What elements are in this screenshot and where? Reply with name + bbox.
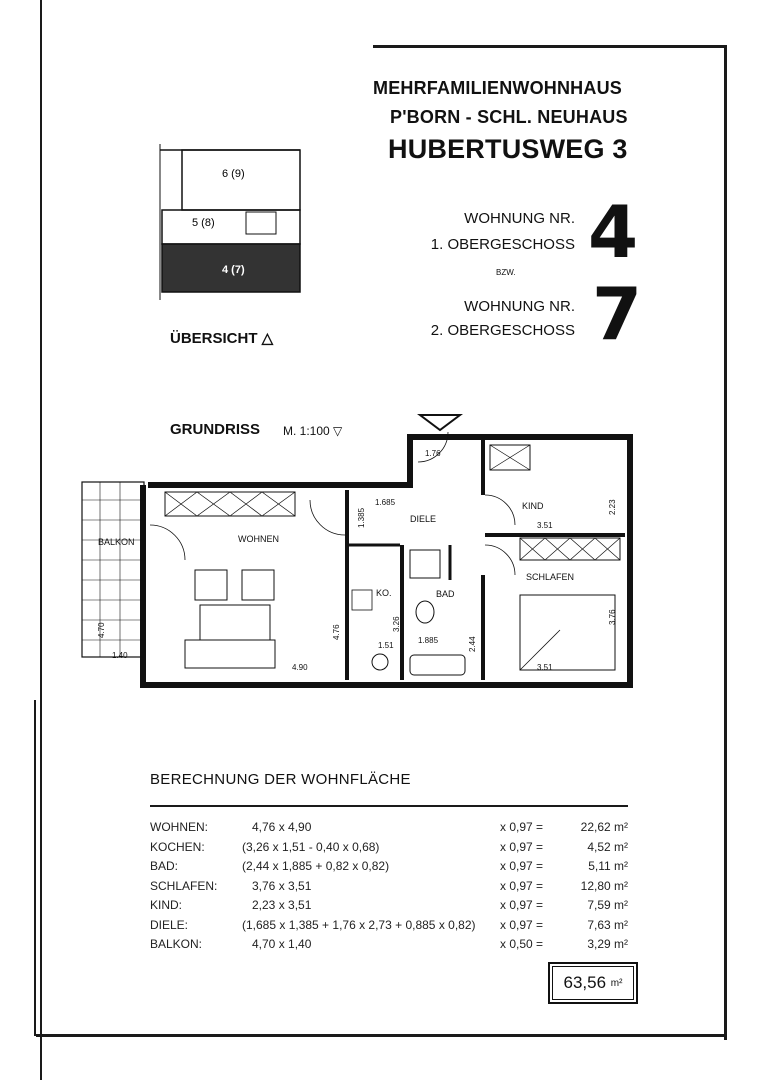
calc-factor: x 0,50 = — [500, 937, 544, 951]
calculation-title: BERECHNUNG DER WOHNFLÄCHE — [150, 771, 411, 788]
calculation-divider — [150, 805, 628, 807]
floorplan-title: GRUNDRISS — [170, 421, 261, 438]
room-label-kind: KIND — [522, 501, 544, 511]
balcony — [82, 482, 144, 657]
calc-formula: (3,26 x 1,51 - 0,40 x 0,68) — [242, 839, 380, 854]
apartment-label-1: WOHNUNG NR. — [464, 210, 575, 227]
calc-area: 5,11 m² — [588, 859, 628, 873]
total-area-box — [548, 962, 638, 1004]
calc-area: 12,80 m² — [580, 878, 628, 893]
overview-unit-middle: 5 (8) — [192, 217, 215, 229]
apartment-number-2: 7 — [592, 272, 643, 356]
building-type: MEHRFAMILIENWOHNHAUS — [373, 78, 622, 98]
dim-diele-height: 1.385 — [357, 507, 366, 528]
calc-factor: x 0,97 = — [500, 820, 544, 834]
dim-kochen-width: 1.51 — [378, 641, 394, 650]
calc-room: KIND: — [150, 898, 183, 912]
calc-formula: (2,44 x 1,885 + 0,82 x 0,82) — [242, 859, 390, 873]
overview-title: ÜBERSICHT △ — [170, 330, 274, 347]
dim-kochen-height: 3.26 — [392, 616, 401, 632]
calc-formula: 2,23 x 3,51 — [252, 898, 312, 912]
apartment-floor-1: 1. OBERGESCHOSS — [430, 236, 575, 253]
bathtub — [410, 655, 465, 675]
calc-formula: 3,76 x 3,51 — [252, 878, 312, 893]
room-label-kochen: KO. — [376, 588, 392, 598]
calc-room: WOHNEN: — [150, 820, 208, 834]
location: P'BORN - SCHL. NEUHAUS — [390, 107, 628, 127]
dim-wohnen-height: 4.76 — [332, 624, 341, 640]
calc-factor: x 0,97 = — [500, 859, 544, 873]
room-label-schlafen: SCHLAFEN — [526, 572, 575, 582]
entry-marker — [420, 415, 460, 430]
apartment-number-1: 4 — [588, 190, 639, 274]
calc-area: 3,29 m² — [587, 937, 628, 951]
calc-area: 4,52 m² — [587, 839, 628, 854]
calc-room: KOCHEN: — [150, 839, 205, 854]
dim-balkon-height: 4.70 — [97, 622, 106, 638]
calc-formula: 4,76 x 4,90 — [252, 820, 312, 834]
calc-room: DIELE: — [150, 917, 189, 932]
bed — [520, 595, 615, 670]
total-area: 63,56 — [563, 973, 607, 992]
street-address: HUBERTUSWEG 3 — [388, 134, 628, 164]
calc-room: SCHLAFEN: — [150, 878, 218, 893]
dim-balkon-width: 1.40 — [112, 651, 128, 660]
room-label-bad: BAD — [436, 589, 455, 599]
dim-schlafen-height: 3.76 — [608, 609, 617, 625]
dim-diele-width: 1.685 — [375, 498, 396, 507]
overview-unit-upper: 6 (9) — [222, 168, 245, 180]
calc-factor: x 0,97 = — [500, 839, 544, 854]
calc-room: BALKON: — [150, 937, 203, 951]
or-label: BZW. — [496, 268, 516, 277]
dim-bad-width: 1.885 — [418, 636, 439, 645]
dim-kind-height: 2.23 — [608, 499, 617, 515]
dim-bad-height: 2.44 — [468, 636, 477, 652]
calc-formula: (1,685 x 1,385 + 1,76 x 2,73 + 0,885 x 0,82) — [242, 917, 476, 932]
calc-formula: 4,70 x 1,40 — [252, 937, 312, 951]
apartment-floor-2: 2. OBERGESCHOSS — [430, 322, 575, 339]
calc-area: 7,63 m² — [587, 917, 628, 932]
total-area-unit: m² — [610, 977, 623, 989]
room-label-wohnen: WOHNEN — [238, 534, 279, 544]
calc-factor: x 0,97 = — [500, 878, 544, 893]
calc-area: 7,59 m² — [587, 898, 628, 912]
room-label-diele: DIELE — [410, 514, 437, 524]
dim-wohnen-width: 4.90 — [292, 663, 308, 672]
dim-entry: 1.76 — [425, 449, 441, 458]
calc-area: 22,62 m² — [580, 820, 628, 834]
floorplan-scale: M. 1:100 ▽ — [283, 424, 343, 438]
apartment-label-2: WOHNUNG NR. — [464, 298, 575, 315]
overview-unit-current: 4 (7) — [222, 264, 245, 276]
dim-kind-width: 3.51 — [537, 521, 553, 530]
calc-room: BAD: — [150, 859, 179, 873]
calc-factor: x 0,97 = — [500, 917, 544, 932]
calc-factor: x 0,97 = — [500, 898, 544, 912]
dim-schlafen-width: 3.51 — [537, 663, 553, 672]
room-label-balkon: BALKON — [98, 537, 135, 547]
